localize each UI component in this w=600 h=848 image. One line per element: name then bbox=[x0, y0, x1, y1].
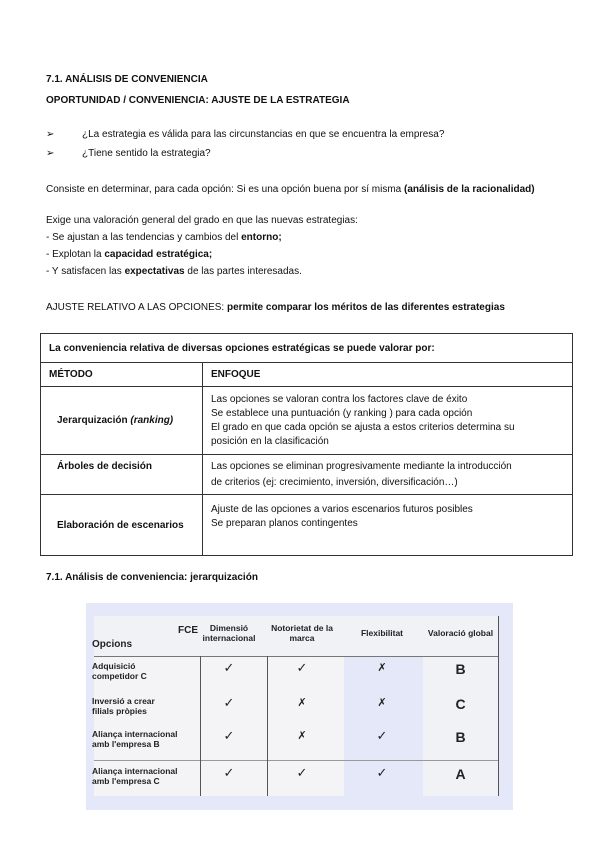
enfoque-cell bbox=[203, 495, 573, 556]
arrow-bullet-icon: ➢ bbox=[46, 148, 55, 159]
section-heading: 7.1. ANÁLISIS DE CONVENIENCIA bbox=[46, 74, 208, 85]
method-italic: (ranking) bbox=[130, 415, 174, 426]
check-icon: ✓ bbox=[376, 764, 388, 780]
text: - Explotan la bbox=[46, 249, 105, 260]
list-item bbox=[46, 249, 212, 260]
corner-opcions: Opcions bbox=[92, 639, 133, 650]
bullet-item: ¿La estrategia es válida para las circunstancias en que se encuentra la empresa? bbox=[82, 129, 445, 140]
grade-value: A bbox=[455, 765, 466, 782]
line: Las opciones se eliminan progresivamente mediante la introducción bbox=[211, 460, 512, 472]
option-label bbox=[92, 696, 155, 716]
method-cell bbox=[41, 455, 203, 495]
table-row bbox=[41, 495, 573, 556]
line: posición en la clasificación bbox=[211, 435, 329, 447]
method-cell bbox=[41, 495, 203, 556]
table-row bbox=[41, 387, 573, 455]
check-icon: ✓ bbox=[376, 727, 388, 743]
cross-icon: ✗ bbox=[377, 696, 387, 709]
method-name: Árboles de decisión bbox=[57, 461, 153, 472]
check-icon: ✓ bbox=[296, 659, 308, 675]
line: Se establece una puntuación (y ranking ) para cada opción bbox=[211, 407, 473, 419]
check-icon: ✓ bbox=[223, 659, 235, 675]
text: - Y satisfacen las bbox=[46, 266, 125, 277]
text: Consiste en determinar, para cada opción: Si es una opción buena por sí misma bbox=[46, 184, 404, 195]
bold-text: entorno; bbox=[241, 232, 282, 243]
option-line: Aliança internacional bbox=[92, 729, 178, 739]
bold-text: capacidad estratégica; bbox=[104, 249, 213, 260]
enfoque-cell bbox=[203, 455, 573, 495]
cross-icon: ✗ bbox=[297, 696, 307, 709]
col-header: Valoració global bbox=[427, 628, 494, 639]
option-line: Adquisició bbox=[92, 661, 136, 671]
bold-text: permite comparar los méritos de las diferentes estrategias bbox=[226, 302, 505, 313]
col-header: Notorietat de la marca bbox=[271, 623, 333, 643]
section-heading-jerarquizacion: 7.1. Análisis de conveniencia: jerarquización bbox=[46, 572, 258, 583]
text: - Se ajustan a las tendencias y cambios del bbox=[46, 232, 242, 243]
text: de las partes interesadas. bbox=[184, 266, 302, 277]
header-text: ENFOQUE bbox=[211, 369, 261, 380]
option-line: filials pròpies bbox=[92, 706, 147, 717]
table-row bbox=[41, 455, 573, 495]
subheading: OPORTUNIDAD / CONVENIENCIA: AJUSTE DE LA ESTRATEGIA bbox=[46, 95, 350, 106]
option-line: Inversió a crear bbox=[92, 696, 155, 706]
methods-table bbox=[40, 333, 573, 556]
header-text: MÉTODO bbox=[49, 369, 93, 380]
list-item bbox=[46, 266, 302, 277]
arrow-bullet-icon: ➢ bbox=[46, 129, 55, 140]
grade-value: C bbox=[455, 695, 466, 712]
method-name: Jerarquización bbox=[57, 415, 131, 426]
ajuste-relativo bbox=[46, 302, 505, 313]
grade-value: B bbox=[455, 660, 466, 677]
option-label bbox=[92, 729, 178, 749]
table-title bbox=[41, 334, 573, 363]
option-label bbox=[92, 661, 147, 681]
line: Ajuste de las opciones a varios escenarios futuros posibles bbox=[211, 504, 473, 515]
divider bbox=[498, 616, 499, 796]
title-text: La conveniencia relativa de diversas opciones estratégicas se puede valorar por: bbox=[49, 342, 435, 354]
method-cell bbox=[41, 387, 203, 455]
list-item bbox=[46, 232, 282, 243]
check-icon: ✓ bbox=[296, 764, 308, 780]
header-metodo bbox=[41, 363, 203, 387]
line: Se preparan planos contingentes bbox=[211, 518, 358, 529]
line: de criterios (ej: crecimiento, inversión, diversificación…) bbox=[211, 476, 458, 488]
cross-icon: ✗ bbox=[297, 729, 307, 742]
col-header: Dimensió internacional bbox=[202, 623, 256, 643]
col-header: Flexibilitat bbox=[360, 628, 404, 639]
bold-text: expectativas bbox=[124, 266, 185, 277]
cross-icon: ✗ bbox=[377, 661, 387, 674]
option-line: amb l'empresa C bbox=[92, 776, 160, 787]
line: Las opciones se valoran contra los factores clave de éxito bbox=[211, 393, 468, 405]
paragraph-valoracion: Exige una valoración general del grado en que las nuevas estrategias: bbox=[46, 215, 358, 226]
method-name: Elaboración de escenarios bbox=[57, 519, 184, 531]
grade-value: B bbox=[455, 728, 466, 745]
check-icon: ✓ bbox=[223, 764, 235, 780]
fce-ranking-table bbox=[86, 603, 513, 810]
option-label bbox=[92, 766, 178, 786]
option-line: competidor C bbox=[92, 671, 147, 682]
line: El grado en que cada opción se ajusta a estos criterios determina su bbox=[211, 421, 515, 433]
bullet-item: ¿Tiene sentido la estrategia? bbox=[82, 148, 211, 159]
check-icon: ✓ bbox=[223, 694, 235, 710]
option-line: Aliança internacional bbox=[92, 766, 178, 776]
option-line: amb l'empresa B bbox=[92, 739, 160, 750]
check-icon: ✓ bbox=[223, 727, 235, 743]
divider bbox=[94, 760, 498, 761]
corner-fce: FCE bbox=[178, 625, 198, 636]
paragraph-definition bbox=[46, 182, 566, 198]
enfoque-cell bbox=[203, 387, 573, 455]
bold-text: (análisis de la racionalidad) bbox=[403, 184, 535, 195]
header-enfoque bbox=[203, 363, 573, 387]
text: AJUSTE RELATIVO A LAS OPCIONES: bbox=[46, 302, 227, 313]
